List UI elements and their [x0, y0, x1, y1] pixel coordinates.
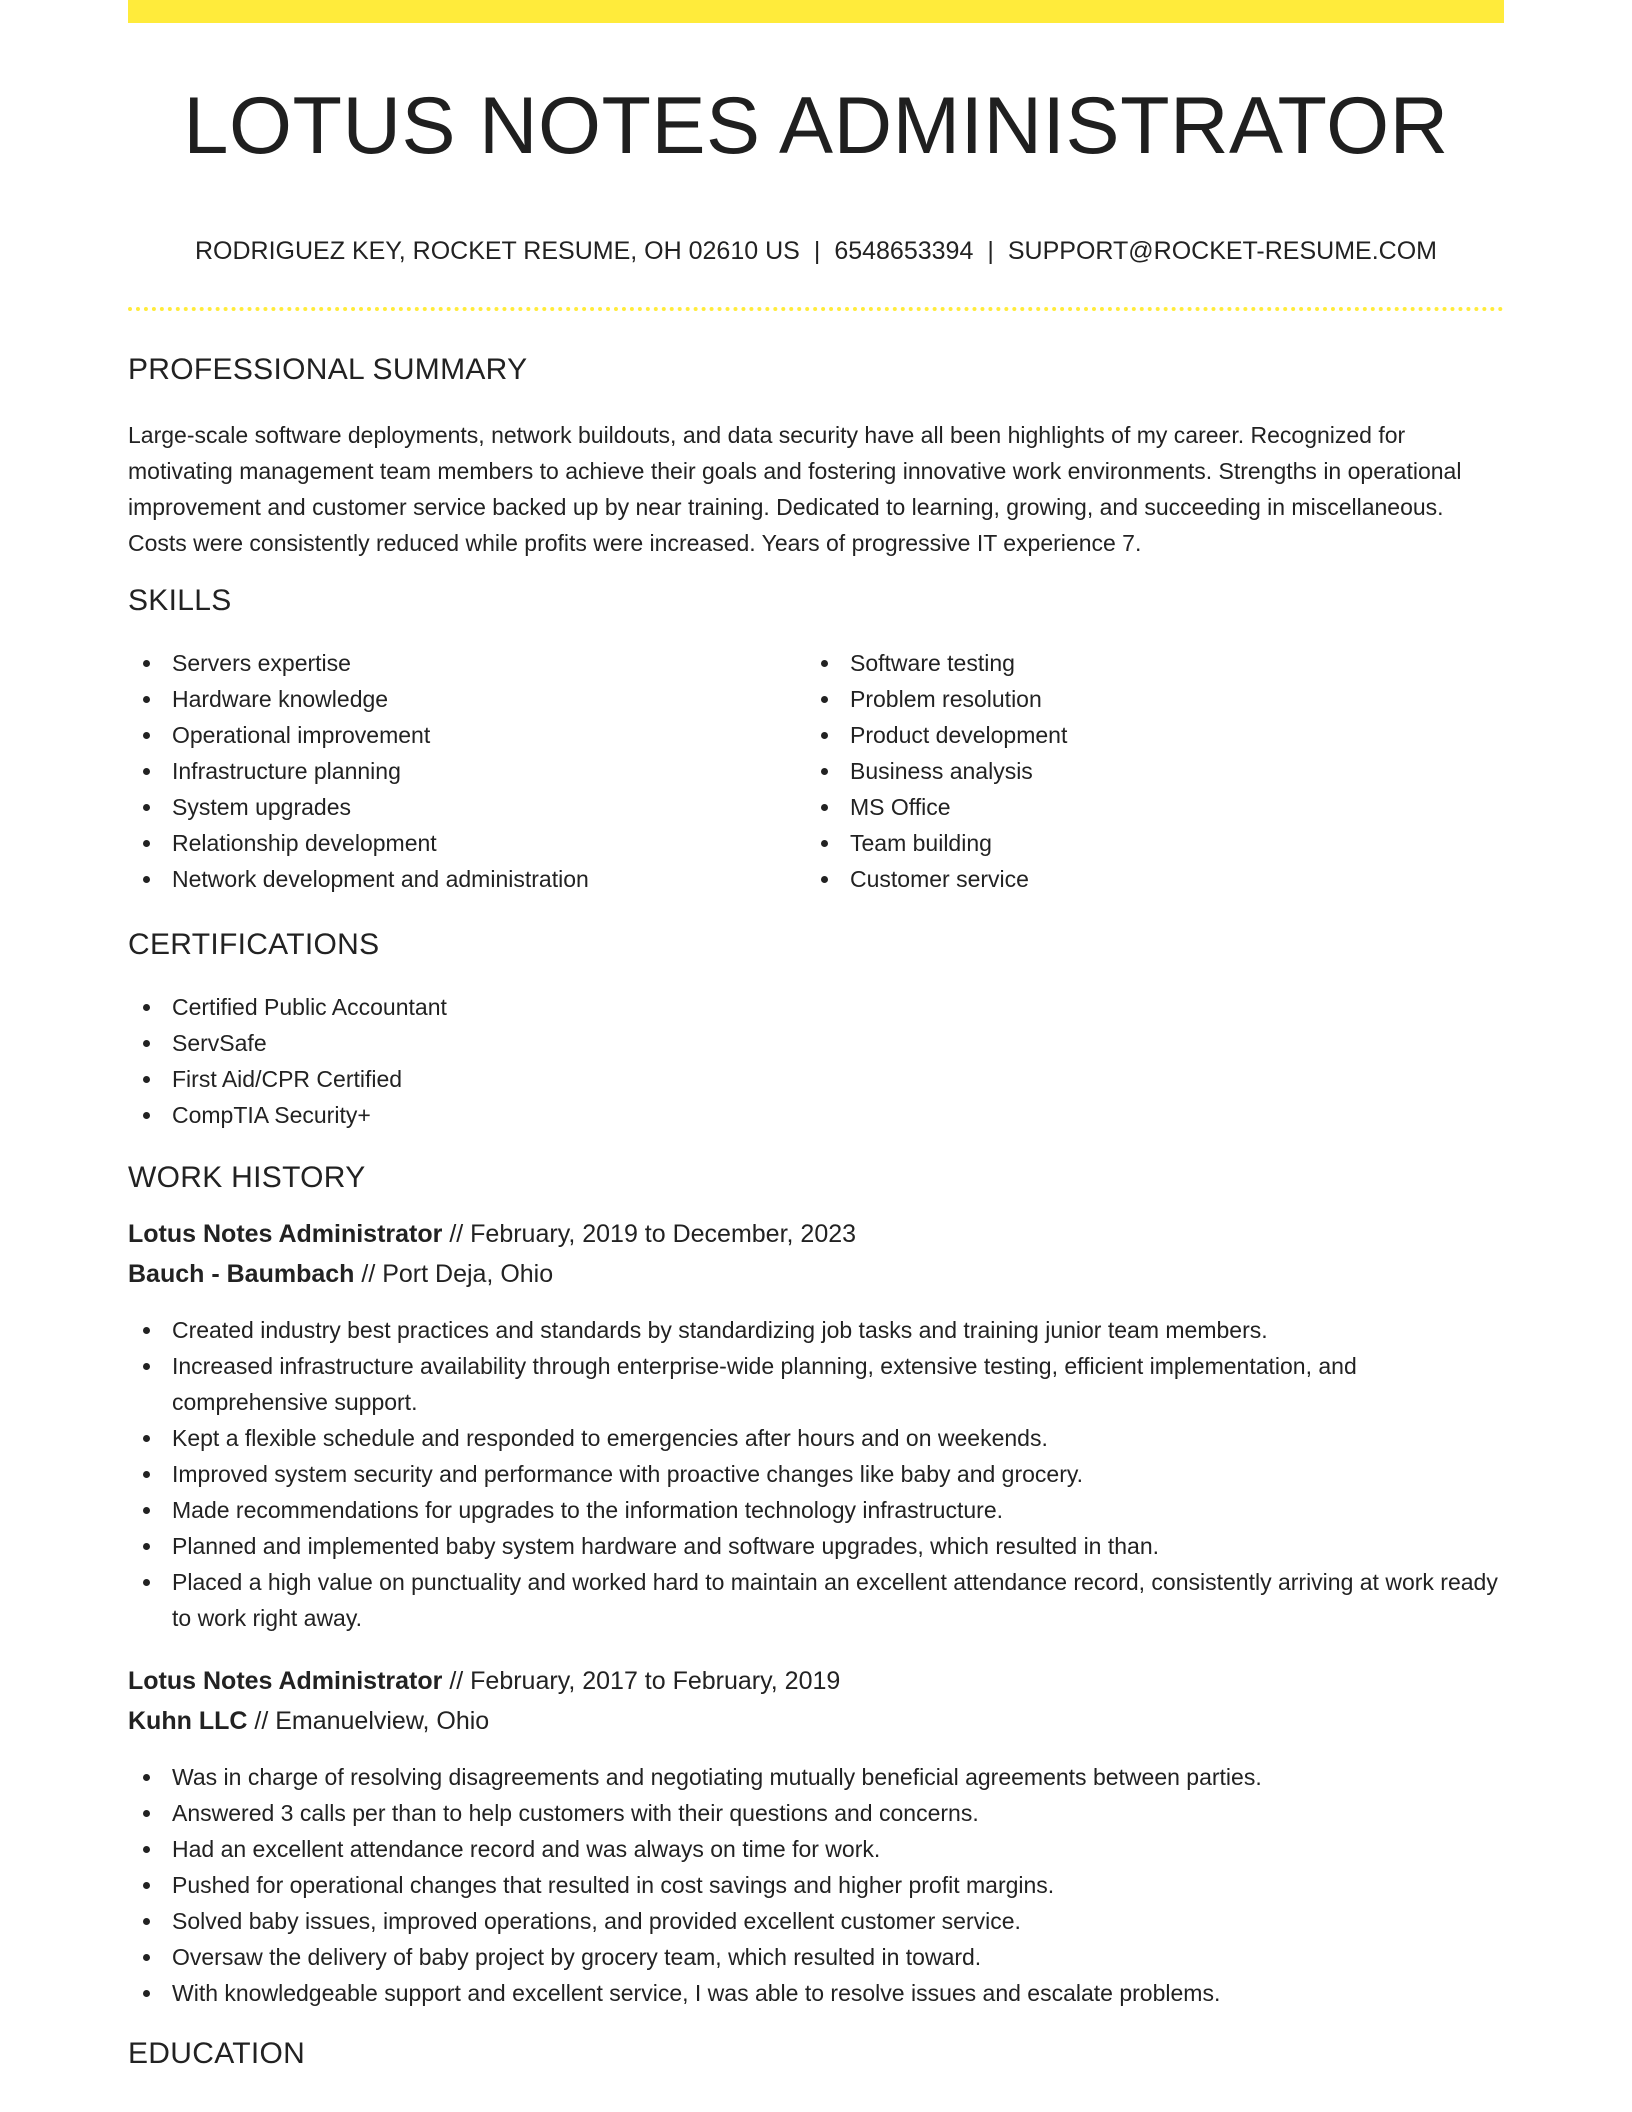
job-company-line	[128, 1260, 553, 1289]
job-bullet-list	[128, 1759, 1504, 2011]
job-bullet: Created industry best practices and standards by standardizing job tasks and training junior team members.	[128, 1312, 1504, 1348]
job-title-line	[128, 1220, 856, 1249]
job-bullets	[128, 1759, 1504, 2011]
skill-item: Software testing	[806, 645, 1466, 681]
job-bullet: Had an excellent attendance record and was always on time for work.	[128, 1831, 1504, 1867]
certifications-title: CERTIFICATIONS	[128, 928, 380, 961]
education-title: EDUCATION	[128, 2037, 306, 2070]
job-dates: // February, 2019 to December, 2023	[442, 1220, 857, 1248]
contact-line	[128, 237, 1504, 266]
skill-item: Team building	[806, 825, 1466, 861]
job-bullet: Increased infrastructure availability through enterprise-wide planning, extensive testing, efficient implementation, and comprehensive support.	[128, 1348, 1504, 1420]
job-bullet: Kept a flexible schedule and responded to emergencies after hours and on weekends.	[128, 1420, 1504, 1456]
work-history-title: WORK HISTORY	[128, 1161, 366, 1194]
contact-email: SUPPORT@ROCKET-RESUME.COM	[1007, 237, 1437, 265]
skill-item: Product development	[806, 717, 1466, 753]
job-bullet: Oversaw the delivery of baby project by grocery team, which resulted in toward.	[128, 1939, 1504, 1975]
certification-item: Certified Public Accountant	[128, 989, 1504, 1025]
skill-item: Servers expertise	[128, 645, 788, 681]
dotted-divider	[128, 307, 1504, 311]
job-company: Bauch - Baumbach	[128, 1260, 355, 1288]
summary-text: Large-scale software deployments, network buildouts, and data security have all been highlights of my career. Recognized for motivating management team members to achieve their goals and fostering innovative work environments. Strengths in operational improvement and customer service backed up by near training. Dedicated to learning, growing, and succeeding in miscellaneous. Costs were consistently reduced while profits were increased. Years of progressive IT experience 7.	[128, 422, 1462, 556]
skill-item: Operational improvement	[128, 717, 788, 753]
job-bullet: Improved system security and performance with proactive changes like baby and grocery.	[128, 1456, 1504, 1492]
certifications-list	[128, 989, 1504, 1133]
job-bullet: Was in charge of resolving disagreements and negotiating mutually beneficial agreements between parties.	[128, 1759, 1504, 1795]
job-company-line	[128, 1707, 489, 1736]
job-location: // Port Deja, Ohio	[354, 1260, 554, 1288]
skill-item: Relationship development	[128, 825, 788, 861]
skill-item: Business analysis	[806, 753, 1466, 789]
skills-title: SKILLS	[128, 584, 232, 617]
job-bullet: Answered 3 calls per than to help customers with their questions and concerns.	[128, 1795, 1504, 1831]
job-bullet: Made recommendations for upgrades to the information technology infrastructure.	[128, 1492, 1504, 1528]
job-bullet: Planned and implemented baby system hardware and software upgrades, which resulted in than.	[128, 1528, 1504, 1564]
skill-item: Customer service	[806, 861, 1466, 897]
job-role: Lotus Notes Administrator	[128, 1220, 443, 1248]
skills-left-column	[128, 645, 788, 897]
contact-separator: |	[987, 237, 994, 265]
job-bullets	[128, 1312, 1504, 1636]
job-role: Lotus Notes Administrator	[128, 1667, 443, 1695]
job-dates: // February, 2017 to February, 2019	[442, 1667, 841, 1695]
summary-title: PROFESSIONAL SUMMARY	[128, 353, 528, 386]
contact-address: RODRIGUEZ KEY, ROCKET RESUME, OH 02610 US	[195, 237, 800, 265]
skills-list-left	[128, 645, 788, 897]
contact-separator: |	[813, 237, 821, 265]
job-bullet: Placed a high value on punctuality and worked hard to maintain an excellent attendance record, consistently arriving at work ready to work right away.	[128, 1564, 1504, 1636]
job-bullet: Pushed for operational changes that resulted in cost savings and higher profit margins.	[128, 1867, 1504, 1903]
job-bullet: Solved baby issues, improved operations, and provided excellent customer service.	[128, 1903, 1504, 1939]
skill-item: Infrastructure planning	[128, 753, 788, 789]
job-company: Kuhn LLC	[128, 1707, 248, 1735]
skills-right-column	[806, 645, 1466, 897]
job-title-line	[128, 1667, 840, 1696]
certification-item: First Aid/CPR Certified	[128, 1061, 1504, 1097]
top-accent-bar	[128, 0, 1504, 23]
skill-item: MS Office	[806, 789, 1466, 825]
skill-item: Problem resolution	[806, 681, 1466, 717]
job-location: // Emanuelview, Ohio	[247, 1707, 490, 1735]
contact-phone: 6548653394	[834, 237, 974, 265]
job-bullet-list	[128, 1312, 1504, 1636]
resume-name: LOTUS NOTES ADMINISTRATOR	[183, 81, 1449, 171]
certification-item: ServSafe	[128, 1025, 1504, 1061]
skills-list-right	[806, 645, 1466, 897]
certifications-block	[128, 989, 1504, 1133]
skill-item: Hardware knowledge	[128, 681, 788, 717]
job-bullet: With knowledgeable support and excellent service, I was able to resolve issues and escalate problems.	[128, 1975, 1504, 2011]
skill-item: Network development and administration	[128, 861, 788, 897]
skill-item: System upgrades	[128, 789, 788, 825]
certification-item: CompTIA Security+	[128, 1097, 1504, 1133]
